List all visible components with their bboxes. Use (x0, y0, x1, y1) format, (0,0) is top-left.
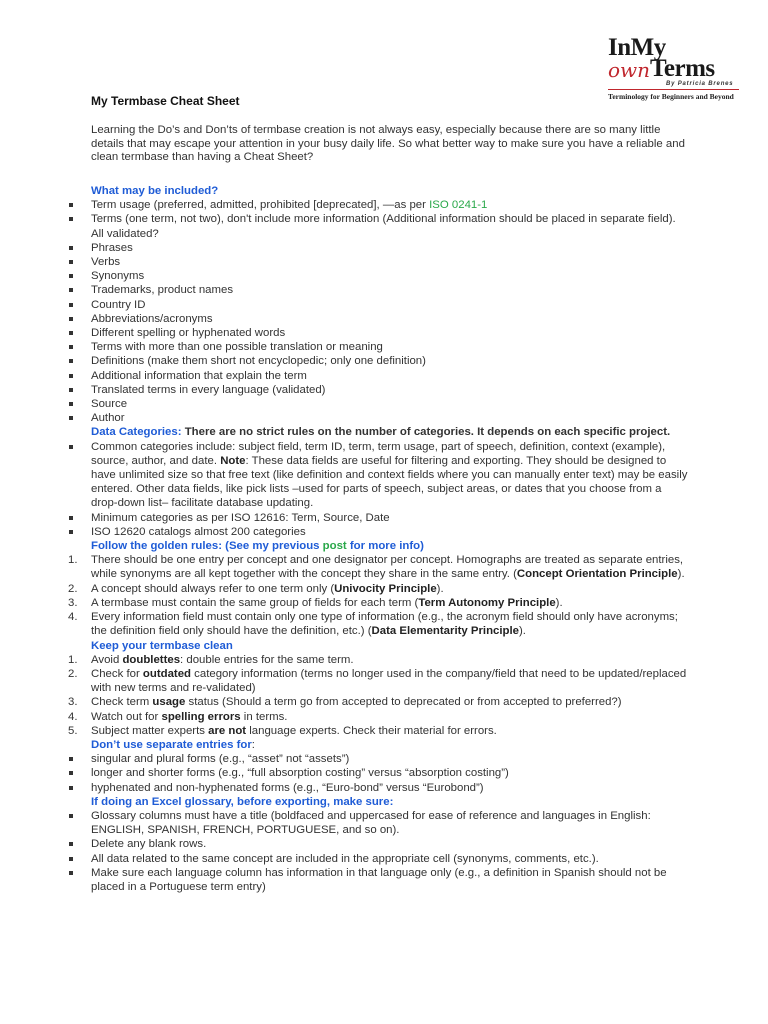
list-item: Phrases (91, 241, 133, 254)
logo-own: own (608, 58, 651, 82)
list-item: Author (91, 412, 125, 425)
section-heading-included: What may be included? (91, 185, 219, 197)
list-item: All data related to the same concept are included in the appropriate cell (synonyms, comments, etc.). (91, 852, 599, 865)
page-title: My Termbase Cheat Sheet (91, 94, 240, 108)
list-item: Additional information that explain the term (91, 369, 307, 382)
list-item: 3. Check term usage status (Should a term go from accepted to deprecated or from accepted to preferred?) (68, 696, 622, 709)
list-item: ISO 12620 catalogs almost 200 categories (91, 525, 306, 538)
list-item: Trademarks, product names (91, 284, 234, 297)
list-item: Common categories include: subject field, term ID, term, term usage, part of speech, definition, context (example), source, author, and date. Note: These data fields are useful for filtering and exporting. They should be designed to have unlimited size so that free text (like definition and context fields where you can manually enter text) may be easily entered. Other data fields, like pick lists –used for parts of speech, subject areas, or dates that you choose from a drop-down list– facilitate database updating. (91, 440, 688, 510)
list-item: 1. There should be one entry per concept and one designator per concept. Homographs are treated as separate entries, while synonyms are all kept together with the concept they share in the same entry. (Concept Orientation Principle). (68, 554, 685, 581)
cheat-sheet-body (68, 184, 688, 894)
intro-paragraph: Learning the Do’s and Don’ts of termbase creation is not always easy, especially because there are so many little details that may escape your attention in your busy daily life. So what better way to make sure you have a reliable and clean termbase than having a Cheat Sheet? (91, 124, 685, 163)
list-item: Terms with more than one possible translation or meaning (91, 341, 383, 354)
list-item: hyphenated and non-hyphenated forms (e.g., “Euro-bond” versus “Eurobond”) (91, 781, 484, 794)
list-item: 2. Check for outdated category information (terms no longer used in the company/field that need to be updated/replaced with new terms and re-validated) (68, 667, 687, 695)
logo-terms: Terms (650, 55, 715, 82)
section-heading-keep-clean: Keep your termbase clean (91, 639, 233, 652)
inmyownterms-logo (606, 34, 742, 104)
list-item: Glossary columns must have a title (boldfaced and uppercased for ease of reference and languages in English: ENGLISH, SPANISH, FRENCH, PORTUGUESE, and so on). (91, 809, 651, 837)
post-link[interactable]: post (322, 540, 347, 553)
list-item: Source (91, 398, 128, 411)
list-item: 5. Subject matter experts are not language experts. Check their material for errors. (68, 724, 497, 737)
list-item: 3. A termbase must contain the same group of fields for each term (Term Autonomy Principle). (68, 596, 563, 609)
list-item: Minimum categories as per ISO 12616: Term, Source, Date (91, 511, 390, 524)
logo-inmy: InMy (608, 34, 666, 61)
list-item: Terms (one term, not two), don't include more information (Additional information should be placed in separate field). All validated? (91, 213, 676, 240)
list-item: 1. Avoid doublettes: double entries for the same term. (68, 653, 354, 666)
list-item: Abbreviations/acronyms (91, 312, 213, 325)
list-item: Term usage (preferred, admitted, prohibited [deprecated], —as per ISO 0241-1 (91, 199, 488, 212)
iso-link[interactable]: ISO 0241-1 (429, 199, 488, 212)
list-item: 2. A concept should always refer to one term only (Univocity Principle). (68, 582, 444, 595)
list-item: 4. Watch out for spelling errors in terms. (68, 710, 288, 723)
list-item: Country ID (91, 298, 146, 311)
section-heading-data-categories: Data Categories: There are no strict rules on the number of categories. It depends on each specific project. (91, 426, 671, 439)
list-item: Delete any blank rows. (91, 838, 207, 851)
logo-tagline: Terminology for Beginners and Beyond (608, 92, 734, 101)
section-heading-golden-rules: Follow the golden rules: (See my previous post for more info) (91, 540, 424, 553)
list-item: longer and shorter forms (e.g., “full absorption costing” versus “absorption costing”) (91, 767, 509, 780)
logo-divider (608, 89, 739, 90)
section-heading-separate-entries: Don’t use separate entries for: (91, 738, 255, 751)
list-item: 4. Every information field must contain only one type of information (e.g., the acronym field should only have acronyms; the definition field only should have the definition, etc.) (Data Elementarity Principle). (68, 611, 678, 638)
list-item: Definitions (make them short not encyclopedic; only one definition) (91, 355, 426, 368)
list-item: Different spelling or hyphenated words (91, 327, 286, 340)
list-item: Translated terms in every language (validated) (91, 383, 326, 396)
list-item: Verbs (91, 256, 121, 269)
section-heading-excel-glossary: If doing an Excel glossary, before exporting, make sure: (91, 795, 394, 808)
list-item: singular and plural forms (e.g., “asset” not “assets”) (91, 753, 350, 766)
list-item: Synonyms (91, 270, 145, 283)
logo-byline: By Patricia Brenes (666, 81, 734, 87)
list-item: Make sure each language column has information in that language only (e.g., a definition in Spanish should not be placed in a Portuguese term entry) (91, 866, 667, 893)
